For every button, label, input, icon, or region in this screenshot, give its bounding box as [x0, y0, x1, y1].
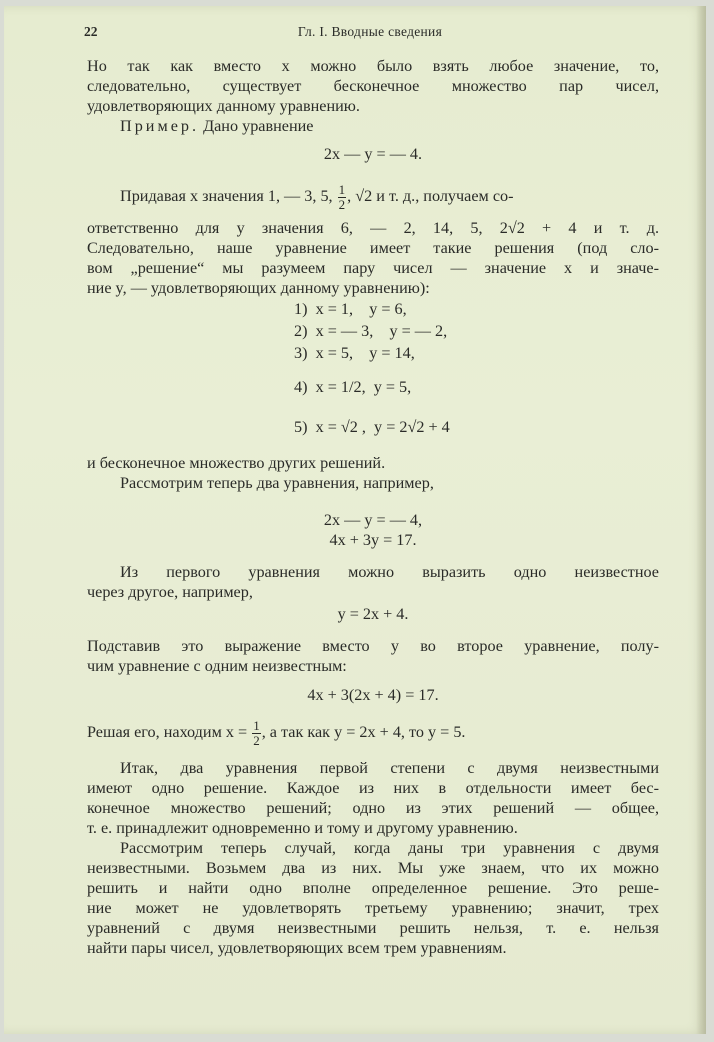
page-header: [84, 24, 656, 44]
equation-substitution: 4x + 3(2x + 4) = 17.: [307, 686, 439, 704]
system-equations: [87, 510, 659, 550]
solution-item: 4) x = 1/2, y = 5,: [294, 378, 412, 396]
text-line: Рассмотрим теперь два уравнения, например,: [120, 474, 434, 492]
text-fragment: , а так как y = 2x + 4, то y = 5.: [261, 723, 466, 741]
text-line: имеют одно решение. Каждое из них в отдельности имеет бес-: [87, 779, 659, 797]
text-line: ние y, — удовлетворяющих данному уравнению):: [87, 278, 430, 297]
paragraph-3: [87, 453, 659, 493]
fraction: [252, 719, 261, 748]
paragraph-2: [87, 182, 659, 298]
paragraph-7: [87, 718, 659, 748]
text-line: неизвестными. Возьмем два из них. Мы уже знаем, что их можно: [87, 859, 659, 877]
text-fragment: Придавая x значения 1, — 3, 5,: [120, 187, 333, 205]
text-line: Подставив это выражение вместо y во второе уравнение, полу-: [87, 637, 659, 655]
example-line: [87, 116, 659, 136]
denominator: 2: [338, 196, 346, 212]
text-line: вом „решение“ мы разумеем пару чисел — значение x и значе-: [87, 258, 659, 277]
text-line: ответственно для y значения 6, — 2, 14, 5, 2√2 + 4 и т. д.: [87, 218, 659, 237]
solution-item: 3) x = 5, y = 14,: [294, 344, 415, 362]
denominator: 2: [253, 732, 260, 748]
text-line: найти пары чисел, удовлетворяющих всем трем уравнениям.: [87, 939, 507, 957]
solution-item: 2) x = — 3, y = — 2,: [294, 322, 448, 340]
text-line: [87, 182, 659, 212]
equation-y: y = 2x + 4.: [337, 605, 409, 623]
text-line: ние может не удовлетворять третьему уравнению; значит, трех: [87, 899, 659, 917]
solution-item: 1) x = 1, y = 6,: [294, 300, 407, 318]
text-line: Из первого уравнения можно выразить одно неизвестное: [120, 563, 659, 581]
numerator: 1: [338, 181, 346, 197]
text-line: через другое, например,: [87, 583, 253, 601]
paragraph-8: [87, 758, 659, 838]
text-line: уравнений с двумя неизвестными решить нельзя, т. е. нельзя: [87, 919, 659, 937]
text-line: Но так как вместо x можно было взять любое значение, то,: [87, 57, 659, 75]
solutions-list: [294, 298, 450, 438]
text-line: чим уравнение с одним неизвестным:: [87, 657, 347, 675]
text-line: решить и найти одно вполне определенное решение. Это реше-: [87, 879, 659, 897]
page-number: 22: [84, 24, 98, 39]
text-line: т. е. принадлежит одновременно и тому и другому уравнению.: [87, 819, 518, 837]
paragraph-5: [87, 562, 659, 602]
paragraph-1: [87, 56, 659, 136]
text-line: удовлетворяющих данному уравнению.: [87, 97, 360, 115]
equation-1: 2x — y = — 4.: [323, 145, 423, 163]
numerator: 1: [253, 717, 260, 733]
example-label: Пример.: [120, 117, 200, 135]
text-line: следовательно, существует бесконечное множество пар чисел,: [87, 77, 659, 95]
text-line: Итак, два уравнения первой степени с двумя неизвестными: [120, 759, 659, 777]
text-line: конечное множество решений; одно из этих решений — общее,: [87, 799, 659, 817]
text-fragment: Решая его, находим x =: [87, 723, 248, 741]
system-eq-1: 2x — y = — 4,: [323, 511, 423, 529]
paragraph-6: [87, 636, 659, 676]
fraction: [338, 183, 347, 212]
example-text: Дано уравнение: [203, 117, 314, 135]
text-line: Рассмотрим теперь случай, когда даны три уравнения с двумя: [120, 839, 659, 857]
text-line: Следовательно, наше уравнение имеет такие решения (под сло-: [87, 238, 659, 257]
text-line: и бесконечное множество других решений.: [87, 454, 386, 472]
solution-item: 5) x = √2 , y = 2√2 + 4: [294, 418, 450, 436]
book-page: [4, 6, 706, 1034]
system-eq-2: 4x + 3y = 17.: [329, 531, 417, 549]
running-head: Гл. I. Вводные сведения: [297, 24, 443, 39]
text-fragment: , √2 и т. д., получаем со-: [347, 187, 514, 205]
paragraph-9: [87, 838, 659, 958]
